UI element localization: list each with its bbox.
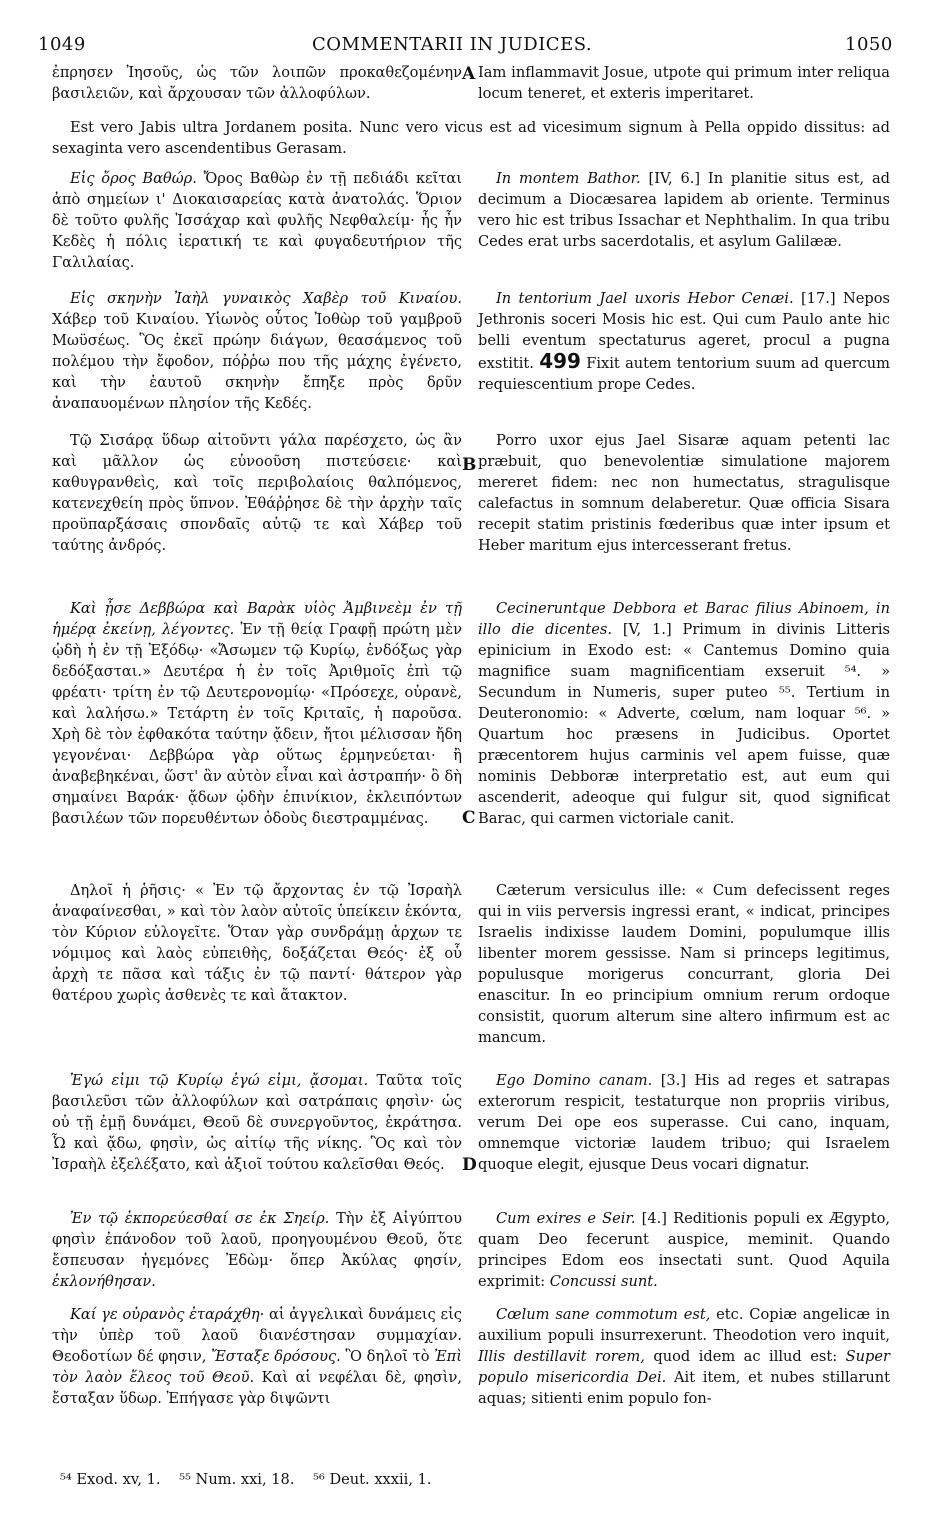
latin-section-caelum: Cœlum sane commotum est, etc. Copiæ angelicæ in auxilium populi insurrexerunt. Theodotion vero inquit, Illis destillavit rorem, quod idem ac illud est: Super populo misericordia Dei. Ait item, et nubes stillarunt aquas; sitienti enim populo fon- — [478, 1306, 891, 1407]
footnote: ⁵⁶ Deut. xxxii, 1. — [313, 1471, 432, 1488]
left-page-number: 1049 — [38, 34, 86, 55]
greek-section-seir: Ἐν τῷ ἐκπορεύεσθαί σε ἐκ Σηείρ. Τὴν ἐξ Αἰγύπτου φησὶν ἐπάνοδον τοῦ λαοῦ, προηγουμένου Θεοῦ, ὅτε ἔσπευσαν ἡγεμόνες Ἐδὼμ· ὅπερ Ἀκύλας φησίν, ἐκλονήθησαν. — [52, 1210, 462, 1290]
greek-section-principes: Δηλοῖ ἡ ῥῆσις· « Ἐν τῷ ἄρχοντας ἐν τῷ Ἰσραὴλ ἀναφαίνεσθαι, » καὶ τὸν λαὸν αὐτοῖς ὑπείκειν ἑκόντα, τὸν Κύριον εὐλογεῖτε. Ὅταν γὰρ συνδράμῃ ἀρχων τε νόμιμος καὶ λαὸς εὐπειθὴς, δοξάζεται Θεός· ἐξ οὗ ἀρχὴ τε πᾶσα καὶ τάξις ἐν τῷ παντί· θάτερον γὰρ θατέρου χωρὶς ἀσθενὲς τε καὶ ἄτακτον. — [52, 882, 462, 1004]
footnotes — [60, 1471, 446, 1488]
footnote: ⁵⁴ Exod. xv, 1. — [60, 1471, 161, 1488]
greek-section-caelum: Καί γε οὐρανὸς ἐταράχθη· αἱ ἀγγελικαὶ δυνάμεις εἰς τὴν ὑπὲρ τοῦ λαοῦ διανέστησαν συμμαχίαν. Θεοδοτίων δέ φησιν, Ἔσταξε δρόσους. Ὃ δηλοῖ τὸ Ἐπὶ τὸν λαὸν ἔλεος τοῦ Θεοῦ. Καὶ αἱ νεφέλαι δὲ, φησὶν, ἔσταξαν ὕδωρ. Ἐπήγασε γὰρ διψῶντι — [52, 1306, 463, 1407]
latin-lemma: In tentorium Jael uxoris Hebor Cenæi. — [496, 290, 794, 307]
greek-lemma: Εἰς σκηνὴν Ἰαὴλ γυναικὸς Χαβὲρ τοῦ Κιναίου. — [70, 290, 462, 307]
footnote: ⁵⁵ Num. xxi, 18. — [179, 1471, 295, 1488]
greek-lemma: Ἐγώ εἰμι τῷ Κυρίῳ ἐγώ εἰμι, ᾄσομαι. — [70, 1072, 369, 1089]
right-page-number: 1050 — [845, 34, 893, 55]
greek-lemma: Καὶ ᾖσε Δεββώρα καὶ Βαρὰκ υἱὸς Ἀμβινεὲμ ἐν τῇ ἡμέρᾳ ἐκείνῃ, λέγοντες. — [52, 600, 462, 638]
latin-section-canam: Ego Domino canam. [3.] His ad reges et satrapas exterorum respicit, testaturque non propriis viribus, verum Dei ope eos superasse. Cui cano, inquam, omnemque victoriæ laudem tribuo; qui Israelem quoque elegit, ejusque Deus vocari dignatur. — [478, 1072, 890, 1173]
latin-section-principes: Cæterum versiculus ille: « Cum defecissent reges qui in viis perversis ingressi erant, « indicat, principes Israelis indixisse laudem Domini, populumque illis libenter morem gessisse. Nam si princeps legitimus, populusque morigerus concurrant, gloria Dei enascitur. In eo principium omnium rerum ordoque consistit, quorum alterum sine altero infirmum est ac mancum. — [478, 882, 890, 1046]
column-number: 499 — [539, 349, 581, 373]
greek-lemma: Ἐν τῷ ἐκπορεύεσθαί σε ἐκ Σηείρ. — [70, 1210, 330, 1227]
greek-lemma: Καί γε οὐρανὸς ἐταράχθη· — [70, 1306, 265, 1323]
greek-section-canticum: Καὶ ᾖσε Δεββώρα καὶ Βαρὰκ υἱὸς Ἀμβινεὲμ ἐν τῇ ἡμέρᾳ ἐκείνῃ, λέγοντες. Ἐν τῇ θείᾳ Γραφῇ πρώτη μὲν ᾠδὴ ἡ ἐν τῇ Ἐξόδῳ· «Ἄσωμεν τῷ Κυρίῳ, ἐνδόξως γὰρ δεδόξασται.» Δευτέρα ἡ ἐν τοῖς Ἀριθμοῖς ἐπὶ τῷ φρέατι· τρίτη ἐν τῷ Δευτερονομίῳ· «Πρόσεχε, οὐρανὲ, καὶ λαλήσω.» Τετάρτη ἐν τοῖς Κριταῖς, ἡ παροῦσα. Χρὴ δὲ τὸν ἐφθακότα ταύτην ᾄδειν, ἤτοι μέλισσαν ἤδη γεγονέναι· Δεββώρα γὰρ οὕτως ἑρμηνεύεται· ἢ ἀναβεβηκέναι, ὥστ' ἂν αὐτὸν εἶναι καὶ ἀστραπήν· ὃ δὴ σημαίνει Βαράκ· ᾄδων ᾠδὴν ἐπινίκιον, ἐκλειπόντων βασιλέων τῶν πορευθέντων ὁδοὺς διεστραμμένας. — [52, 600, 462, 827]
latin-section-canticum: Cecineruntque Debbora et Barac filius Abinoem, in illo die dicentes. [V, 1.] Primum in divinis Litteris epinicium in Exodo est: « Cantemus Domino quia magnifice suam magnificentiam exseruit ⁵⁴. » Secundum in Numeris, super puteo ⁵⁵. Tertium in Deuteronomio: « Adverte, cœlum, nam loquar ⁵⁶. » Quartum hoc præsens in Judicibus. Oportet præcentorem hujus carminis vel apem fuisse, quæ nominis Debboræ interpretatio est, aut eum qui ascenderit, adeoque qui fulgur sit, quod significat Barac, qui carmen victoriale canit. — [478, 600, 890, 827]
margin-letter-b: B — [462, 455, 477, 475]
latin-lemma: Cecineruntque Debbora et Barac filius Abinoem, in illo die dicentes. — [478, 600, 890, 638]
latin-lemma: Cum exires e Seir. — [496, 1210, 636, 1227]
margin-letter-c: C — [462, 808, 476, 828]
full-width-paragraph: Est vero Jabis ultra Jordanem posita. Nunc vero vicus est ad vicesimum signum à Pella oppido dissitus: ad sexaginta vero ascendentibus Gerasam. — [52, 119, 890, 157]
greek-section-bathor: Εἰς ὄρος Βαθώρ. Ὄρος Βαθὼρ ἐν τῇ πεδιάδι κεῖται ἀπὸ σημείων ι' Διοκαισαρείας κατὰ ἀνατολάς. Ὅριον δὲ τοῦτο φυλῆς Ἰσσάχαρ καὶ φυλῆς Νεφθαλείμ· ἧς ἦν Κεδὲς ἡ πόλις ἱερατική τε καὶ φυγαδευτήριον τῆς Γαλιλαίας. — [52, 170, 462, 271]
greek-lemma: Εἰς ὄρος Βαθώρ. — [70, 170, 197, 187]
latin-section-bathor: In montem Bathor. [IV, 6.] In planitie situs est, ad decimum a Diocæsarea lapidem ab oriente. Terminus vero hic est tribus Issachar et Nephthalim. In qua tribu Cedes erat urbs sacerdotalis, et asylum Galilææ. — [478, 170, 890, 250]
greek-section-sisara: Τῷ Σισάρᾳ ὕδωρ αἰτοῦντι γάλα παρέσχετο, ὡς ἂν καὶ μᾶλλον ὡς εὐνοοῦση πιστεύσειε· καὶ καθυγρανθεὶς, καὶ τοῖς περιβολαίοις θαλπόμενος, κατενεχθείη πρὸς ὕπνον. Ἐθάῤῥησε δὲ τὴν ἀρχὴν ταῖς προϋπαρξάσαις σπονδαῖς αὐτῷ τε καὶ Χάβερ τοῦ ταύτης ἀνδρός. — [52, 432, 462, 554]
greek-section-canam: Ἐγώ εἰμι τῷ Κυρίῳ ἐγώ εἰμι, ᾄσομαι. Ταῦτα τοῖς βασιλεῦσι τῶν ἀλλοφύλων καὶ σατράπαις φησὶν· ὡς οὐ τῇ ἐμῇ δυνάμει, Θεοῦ δὲ συνεργοῦντος, ἐκράτησα. Ὦ καὶ ᾄδω, φησὶν, ὡς αἰτίῳ τῆς νίκης. Ὃς καὶ τὸν Ἰσραὴλ ἐξελέξατο, καὶ ἀξιοῖ τούτου καλεῖσθαι Θεός. — [52, 1072, 462, 1173]
margin-letter-d: D — [462, 1155, 477, 1175]
running-title: COMMENTARII IN JUDICES. — [312, 34, 593, 55]
greek-section-jael: Εἰς σκηνὴν Ἰαὴλ γυναικὸς Χαβὲρ τοῦ Κιναίου. Χάβερ τοῦ Κιναίου. Υἱωνὸς οὗτος Ἰοθὼρ τοῦ γαμβροῦ Μωϋσέως. Ὃς ἐκεῖ πρώην διάγων, θεασάμενος τοῦ πολέμου τὴν ἔφοδον, πόῤῥω που τῆς μάχης ἐγένετο, καὶ τὴν ἑαυτοῦ σκηνὴν ἔπηξε πρὸς δρῦν ἀναπαυομένων πλησίον τῆς Κεδές. — [52, 290, 462, 412]
latin-column-top — [478, 62, 890, 104]
latin-section-sisara: Porro uxor ejus Jael Sisaræ aquam petenti lac præbuit, quo benevolentiæ simulatione majorem mereret fidem: nec non humectatus, stragulisque calefactus in somnum delaberetur. Quæ officia Sisara recepit statim pristinis fœderibus quæ inter ipsum et Heber maritum ejus intercesserant fretus. — [478, 432, 890, 554]
margin-letter-a: A — [462, 64, 476, 84]
latin-section-seir: Cum exires e Seir. [4.] Reditionis populi ex Ægypto, quam Deo fecerunt auspice, meminit. Quando principes Edom eos insectati sunt. Quod Aquila exprimit: Concussi sunt. — [478, 1210, 891, 1290]
latin-lemma: In montem Bathor. — [496, 170, 641, 187]
greek-column-top — [52, 62, 462, 104]
latin-lemma: Ego Domino canam. — [496, 1072, 653, 1089]
greek-paragraph: ἐπρησεν Ἰησοῦς, ὡς τῶν λοιπῶν προκαθεζομένην βασιλειῶν, καὶ ἄρχουσαν τῶν ἀλλοφύλων. — [52, 64, 462, 102]
latin-lemma: Cœlum sane commotum est, — [496, 1306, 711, 1323]
latin-section-jael: In tentorium Jael uxoris Hebor Cenæi. [17.] Nepos Jethronis soceri Mosis hic est. Qui cum Paulo ante hic belli eventum spectaturus ageret, procul a pugna exstitit. 499 Fixit autem tentorium suum ad quercum requiescentium prope Cedes. — [478, 290, 890, 393]
latin-paragraph: Iam inflammavit Josue, utpote qui primum inter reliqua locum teneret, et exteris imperitaret. — [478, 64, 890, 102]
